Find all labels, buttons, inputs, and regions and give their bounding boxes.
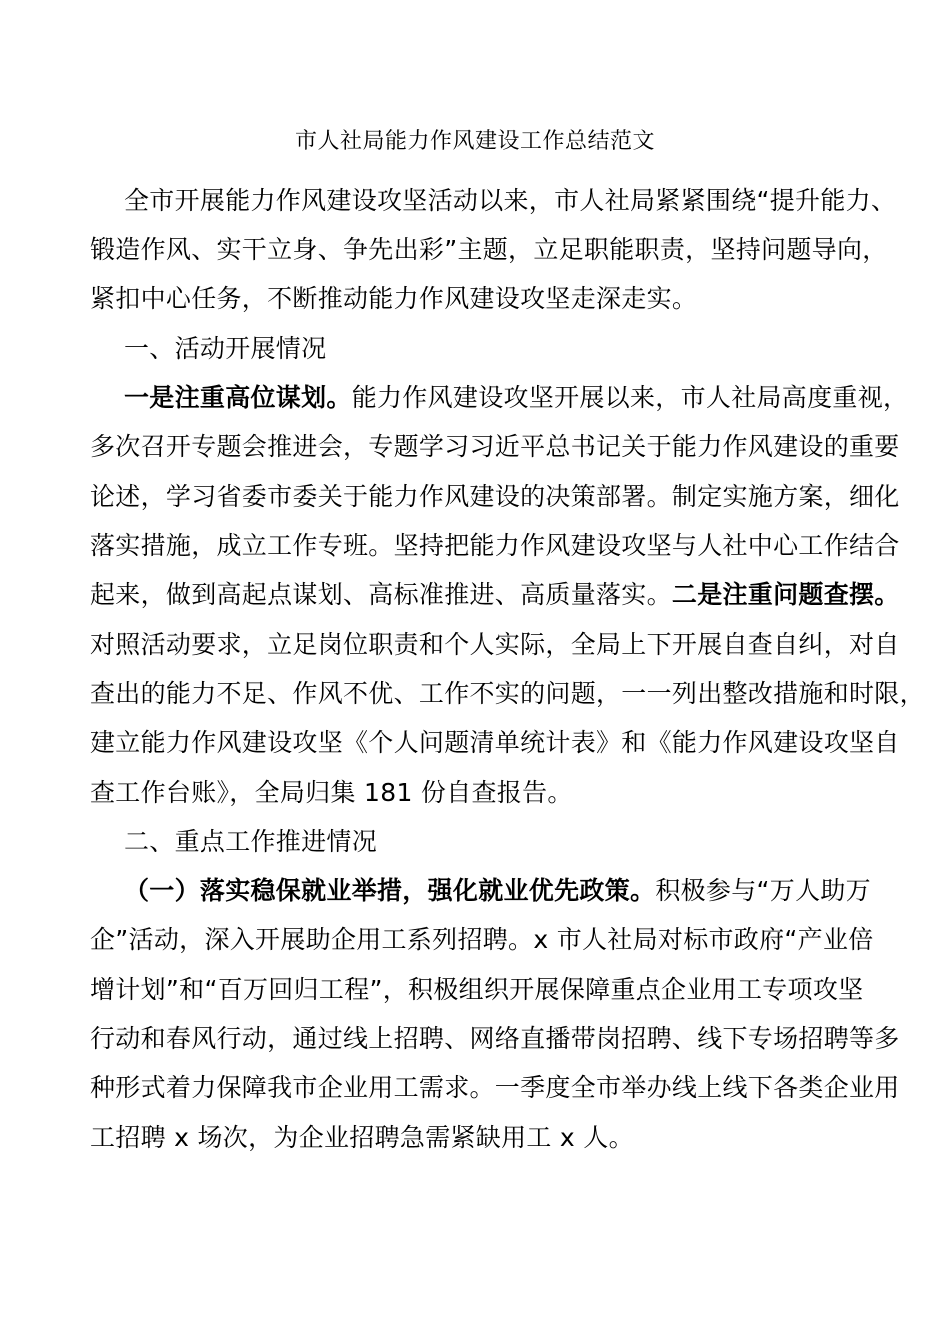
section1-paragraph-line-3: 论述，学习省委市委关于能力作风建设的决策部署。制定实施方案，细化	[90, 482, 900, 511]
section1-paragraph-line-4: 落实措施，成立工作专班。坚持把能力作风建设攻坚与人社中心工作结合	[90, 531, 900, 560]
line-text: 积极参与“万人助万	[655, 876, 871, 905]
section1-paragraph-line-8: 建立能力作风建设攻坚《个人问题清单统计表》和《能力作风建设攻坚自	[90, 728, 900, 757]
section2-paragraph-line-5: 种形式着力保障我市企业用工需求。一季度全市举办线上线下各类企业用	[90, 1073, 900, 1102]
section1-paragraph-line-6: 对照活动要求，立足岗位职责和个人实际，全局上下开展自查自纠，对自	[90, 630, 900, 659]
section1-paragraph-line-1	[124, 380, 908, 416]
section1-paragraph-line-7: 查出的能力不足、作风不优、工作不实的问题，一一列出整改措施和时限，	[90, 679, 925, 708]
section2-paragraph-line-3: 增计划”和“百万回归工程”，积极组织开展保障重点企业用工专项攻坚	[90, 975, 864, 1004]
bold-lead-3: （一）落实稳保就业举措，强化就业优先政策。	[124, 876, 656, 905]
line-text: 能力作风建设攻坚开展以来，市人社局高度重视，	[351, 383, 909, 412]
section1-paragraph-line-2: 多次召开专题会推进会，专题学习习近平总书记关于能力作风建设的重要	[90, 432, 900, 461]
intro-line-3: 紧扣中心任务，不断推动能力作风建设攻坚走深走实。	[90, 284, 698, 313]
intro-line-1: 全市开展能力作风建设攻坚活动以来，市人社局紧紧围绕“提升能力、	[124, 186, 897, 215]
section-heading-2: 二、重点工作推进情况	[124, 827, 378, 856]
section1-paragraph-line-5	[90, 577, 900, 613]
section2-paragraph-line-1	[124, 873, 871, 909]
document-title: 市人社局能力作风建设工作总结范文	[294, 129, 655, 154]
section2-paragraph-line-6: 工招聘 x 场次，为企业招聘急需紧缺用工 x 人。	[90, 1123, 634, 1152]
line-text: 起来，做到高起点谋划、高标准推进、高质量落实。	[90, 580, 672, 609]
section-heading-1: 一、活动开展情况	[124, 334, 327, 363]
section2-paragraph-line-4: 行动和春风行动，通过线上招聘、网络直播带岗招聘、线下专场招聘等多	[90, 1024, 900, 1053]
section1-paragraph-line-9: 查工作台账》，全局归集 181 份自查报告。	[90, 778, 573, 807]
intro-line-2: 锻造作风、实干立身、争先出彩”主题，立足职能职责，坚持问题导向，	[90, 235, 888, 264]
section2-paragraph-line-2: 企”活动，深入开展助企用工系列招聘。x 市人社局对标市政府“产业倍	[90, 925, 874, 954]
bold-lead-1: 一是注重高位谋划。	[124, 383, 352, 412]
bold-lead-2: 二是注重问题查摆。	[671, 580, 900, 609]
